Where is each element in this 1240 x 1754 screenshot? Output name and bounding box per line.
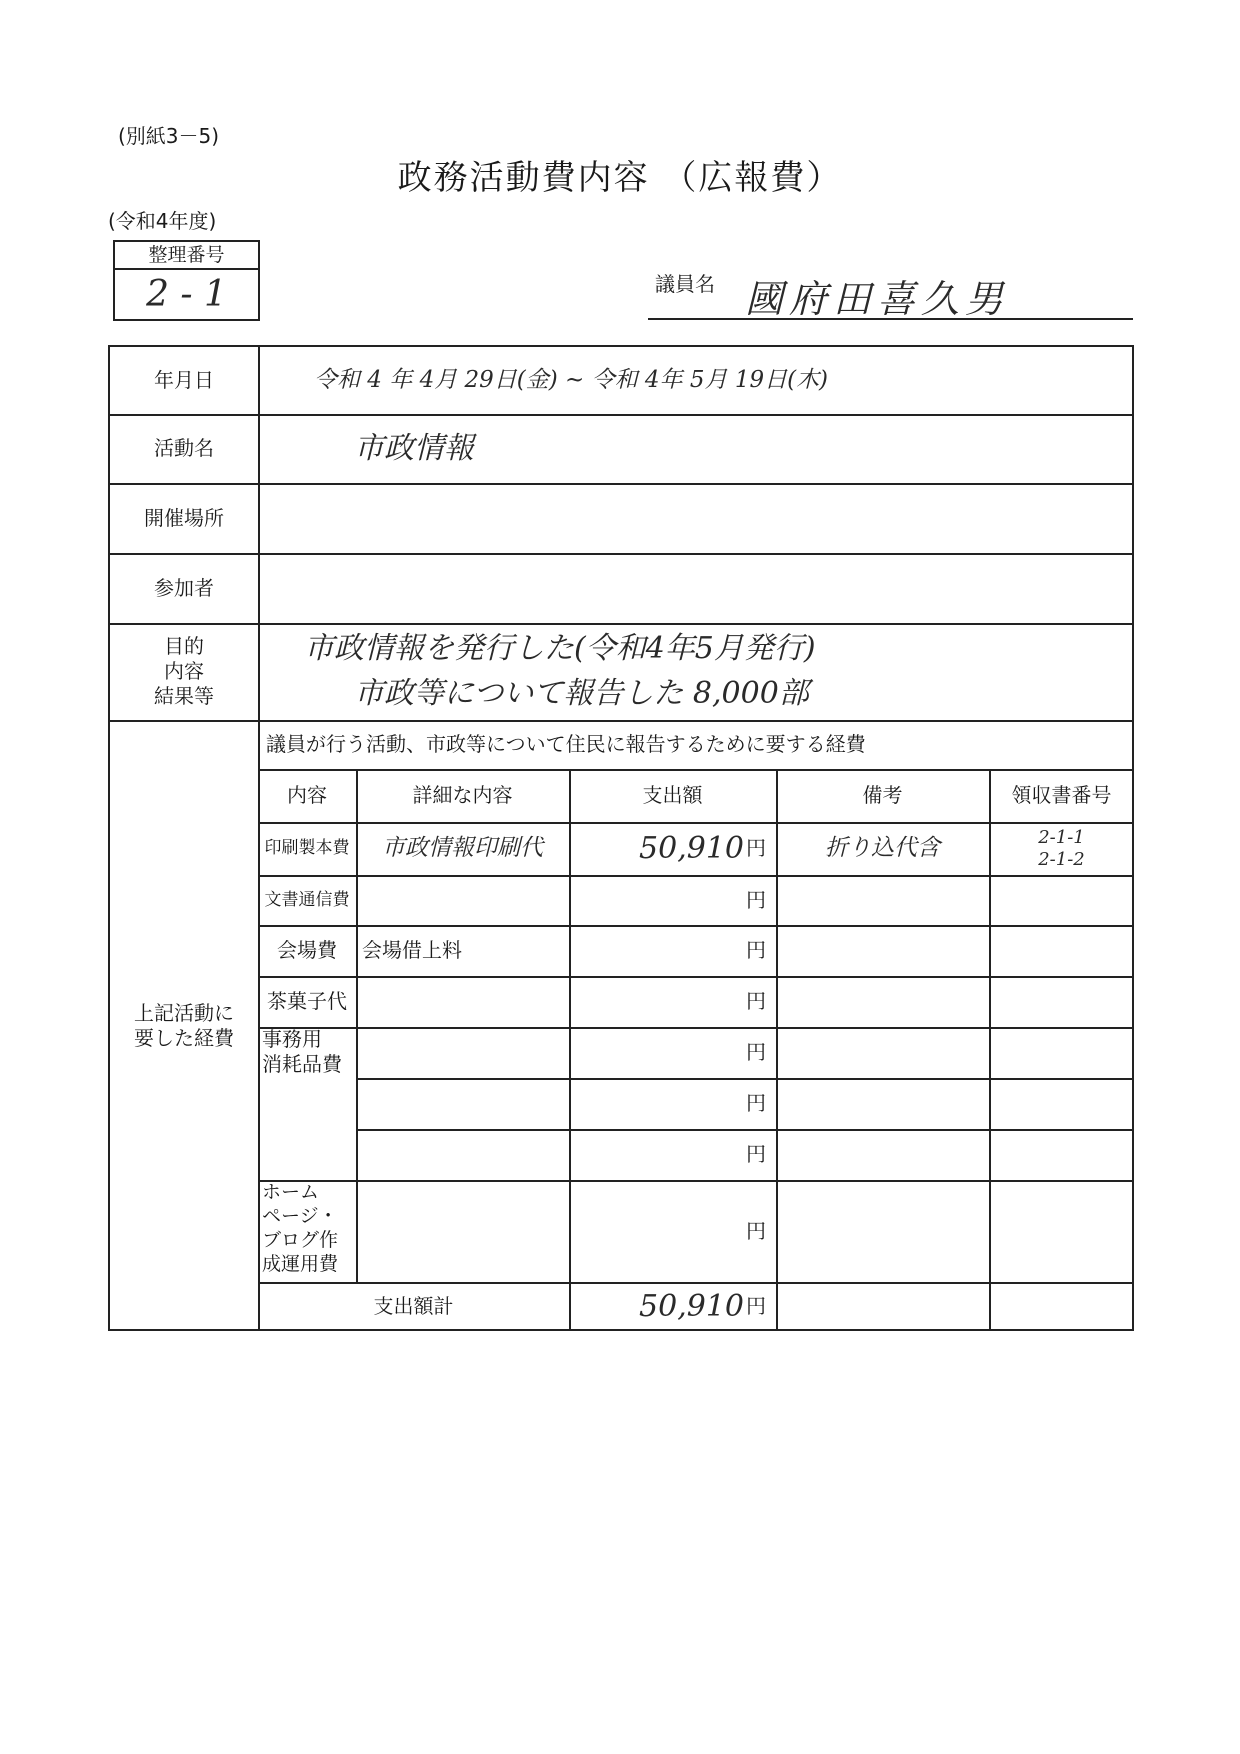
yen-mark: 円: [746, 989, 766, 1013]
detail-venue: 会場借上料: [362, 938, 462, 962]
participants-label: 参加者: [154, 575, 214, 600]
category-printing: 印刷製本費: [264, 838, 350, 858]
receipt-number: 2-1-2: [1038, 848, 1085, 870]
col-header-amount: 支出額: [642, 783, 703, 807]
yen-mark: 円: [746, 1091, 766, 1115]
yen-mark: 円: [746, 1218, 766, 1243]
date-value: 令和 4 年 4月 29日(金) ~ 令和 4年 5月 19日(木): [314, 367, 829, 393]
total-amount-value: 50,910: [639, 1289, 744, 1324]
purpose-label-line: 結果等: [154, 684, 214, 708]
yen-mark: 円: [746, 836, 766, 860]
amount-venue: [569, 925, 776, 976]
category-line: 消耗品費: [262, 1052, 342, 1076]
receipts-printing: [989, 822, 1134, 875]
amount-refreshments: [569, 976, 776, 1027]
category-line: 成運用費: [262, 1253, 339, 1275]
category-line: ページ・: [262, 1205, 338, 1227]
yen-mark: 円: [746, 1294, 766, 1318]
detail-printing: 市政情報印刷代: [382, 835, 543, 861]
venue-value: [260, 483, 1130, 553]
purpose-value-line1: 市政情報を発行した(令和4年5月発行): [304, 630, 816, 666]
amount-website: [569, 1180, 776, 1282]
category-line: ブログ作: [262, 1229, 339, 1251]
category-venue: 会場費: [277, 938, 337, 962]
date-label: 年月日: [154, 368, 214, 392]
amount-printing: [569, 822, 776, 875]
participants-value: [260, 553, 1130, 623]
category-website: [258, 1180, 356, 1282]
purpose-label: [110, 623, 258, 720]
yen-mark: 円: [746, 1040, 766, 1064]
col-header-detail: 詳細な内容: [412, 783, 513, 807]
expenses-side-label: [110, 720, 258, 1331]
total-amount: [569, 1282, 776, 1331]
page-title: 政務活動費内容 （広報費）: [397, 158, 843, 198]
member-label: 議員名: [655, 272, 715, 296]
venue-label: 開催場所: [144, 505, 224, 530]
purpose-label-line: 内容: [164, 659, 204, 683]
category-refreshments: 茶菓子代: [267, 989, 347, 1013]
col-header-category: 内容: [287, 783, 327, 807]
amount-printing-value: 50,910: [639, 831, 744, 866]
purpose-label-line: 目的: [164, 634, 204, 658]
reference-number-label: 整理番号: [115, 242, 258, 270]
amount-communications: [569, 875, 776, 925]
activity-value: 市政情報: [354, 431, 474, 466]
reference-number-value: 2 - 1: [146, 274, 227, 315]
expenses-heading: 議員が行う活動、市政等について住民に報告するために要する経費: [266, 732, 866, 756]
yen-mark: 円: [746, 887, 766, 912]
category-line: ホーム: [262, 1181, 320, 1203]
form-table: [108, 345, 1134, 1331]
member-name: 國府田喜久男: [745, 277, 1010, 321]
attachment-label: (別紙3－5): [118, 124, 220, 148]
receipt-number: 2-1-1: [1038, 826, 1085, 848]
yen-mark: 円: [746, 1142, 766, 1166]
activity-label: 活動名: [154, 436, 214, 460]
amount-office-supplies: [569, 1129, 776, 1180]
total-label: 支出額計: [373, 1294, 454, 1318]
fiscal-year: (令和4年度): [108, 209, 217, 233]
expenses-side-label-line: 要した経費: [134, 1025, 234, 1050]
col-header-note: 備考: [862, 783, 903, 807]
expenses-side-label-line: 上記活動に: [134, 1000, 234, 1025]
col-header-receipt: 領収書番号: [1011, 783, 1112, 807]
reference-number-box: [113, 240, 260, 321]
member-underline: [648, 318, 1133, 320]
amount-office-supplies: [569, 1078, 776, 1129]
yen-mark: 円: [746, 938, 766, 962]
category-communications: 文書通信費: [264, 889, 350, 910]
purpose-value-line2: 市政等について報告した 8,000部: [354, 675, 809, 711]
category-office-supplies: [258, 1027, 356, 1180]
note-printing: 折り込代含: [825, 835, 940, 861]
category-line: 事務用: [262, 1027, 322, 1051]
amount-office-supplies: [569, 1027, 776, 1078]
